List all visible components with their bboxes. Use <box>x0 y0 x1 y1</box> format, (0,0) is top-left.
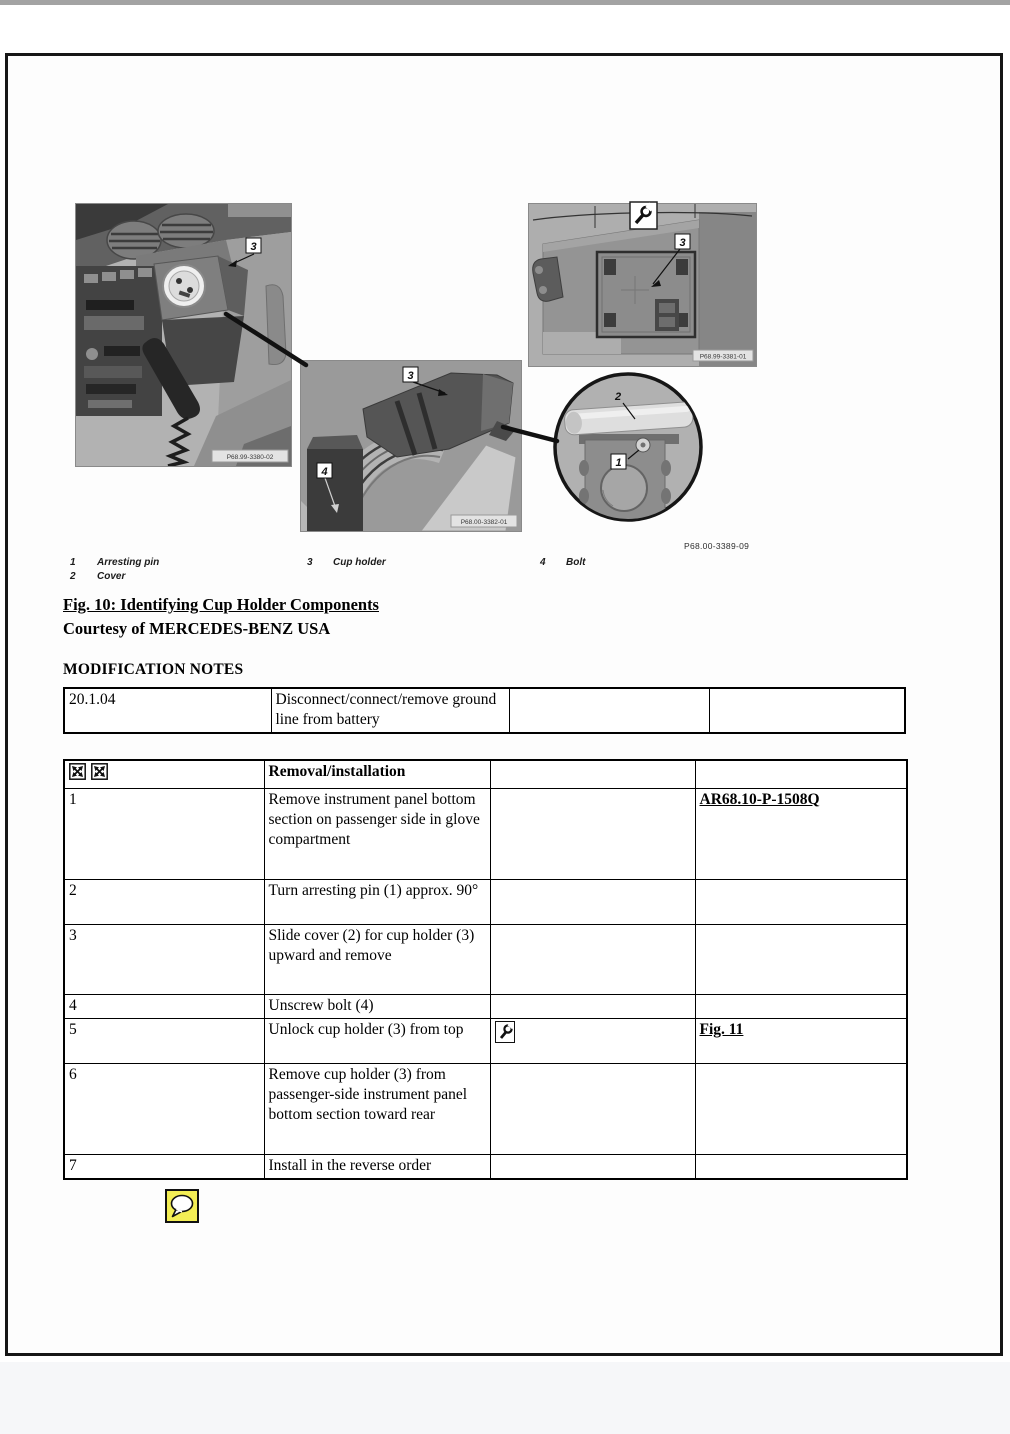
step-note-cell <box>490 1154 695 1179</box>
callout-4: 4 <box>321 466 328 478</box>
step-ref-cell <box>695 879 907 924</box>
photo-code: P68.00-3382-01 <box>460 519 508 526</box>
mod-empty-cell <box>709 688 905 733</box>
wrench-icon <box>495 1021 515 1043</box>
header-icons-cell <box>64 760 264 788</box>
legend-num-4: 4 <box>540 557 546 568</box>
step-text-cell: Slide cover (2) for cup holder (3) upward and remove <box>264 924 490 994</box>
legend-label-4: Bolt <box>566 557 586 568</box>
photo-code: P68.99-3380-02 <box>226 454 274 461</box>
step-note-cell <box>490 1063 695 1154</box>
modification-row <box>64 688 905 733</box>
figure-ref-link[interactable]: Fig. 11 <box>699 1020 744 1038</box>
step-ref-cell <box>695 994 907 1018</box>
step-note-cell <box>490 1018 695 1063</box>
collapse-arrows-icon <box>69 763 86 780</box>
procedure-table <box>63 759 908 1180</box>
callout-3: 3 <box>407 370 414 382</box>
wrench-icon <box>630 202 657 229</box>
step-note-cell <box>490 879 695 924</box>
procedure-row-4 <box>64 994 907 1018</box>
step-ref-cell <box>695 924 907 994</box>
procedure-header-label: Removal/installation <box>264 760 490 788</box>
photo-dashboard-art <box>76 204 291 466</box>
callout-3: 3 <box>250 241 257 253</box>
window-top-edge <box>0 0 1010 5</box>
step-text-cell: Unlock cup holder (3) from top <box>264 1018 490 1063</box>
procedure-row-1 <box>64 788 907 879</box>
step-number-cell: 1 <box>64 788 264 879</box>
callout-2: 2 <box>614 391 622 403</box>
photo-cupholder-art <box>301 361 521 531</box>
figure-courtesy: Courtesy of MERCEDES-BENZ USA <box>63 619 331 638</box>
photo-code: P68.99-3381-01 <box>699 353 747 361</box>
photo-dashboard-cupholder <box>75 203 292 467</box>
photo-panel-rear <box>528 203 757 367</box>
step-number-cell: 4 <box>64 994 264 1018</box>
step-number-cell: 5 <box>64 1018 264 1063</box>
procedure-row-3 <box>64 924 907 994</box>
mod-date-cell: 20.1.04 <box>64 688 271 733</box>
step-text-cell: Install in the reverse order <box>264 1154 490 1179</box>
step-note-cell <box>490 788 695 879</box>
legend-label-2: Cover <box>97 571 126 582</box>
procedure-header-row <box>64 760 907 788</box>
step-note-cell <box>490 924 695 994</box>
legend-num-1: 1 <box>70 557 76 568</box>
procedure-row-7 <box>64 1154 907 1179</box>
legend-label-3: Cup holder <box>333 557 386 568</box>
step-text-cell: Turn arresting pin (1) approx. 90° <box>264 879 490 924</box>
collapse-arrows-icon <box>91 763 108 780</box>
step-ref-cell <box>695 1154 907 1179</box>
step-ref-cell <box>695 1063 907 1154</box>
procedure-ref-link[interactable]: AR68.10-P-1508Q <box>699 790 820 808</box>
legend-num-3: 3 <box>307 557 313 568</box>
callout-3: 3 <box>679 237 686 249</box>
step-text-cell: Unscrew bolt (4) <box>264 994 490 1018</box>
callout-1: 1 <box>615 457 622 469</box>
procedure-row-5 <box>64 1018 907 1063</box>
procedure-row-6 <box>64 1063 907 1154</box>
step-number-cell: 6 <box>64 1063 264 1154</box>
page-background-below <box>0 1362 1010 1434</box>
procedure-row-2 <box>64 879 907 924</box>
speech-bubble-icon[interactable] <box>165 1189 199 1223</box>
legend-num-2: 2 <box>70 571 76 582</box>
empty-header-cell <box>695 760 907 788</box>
step-text-cell: Remove instrument panel bottom section on passenger side in glove compartment <box>264 788 490 879</box>
step-text-cell: Remove cup holder (3) from passenger-side instrument panel bottom section toward rear <box>264 1063 490 1154</box>
step-note-cell <box>490 994 695 1018</box>
step-number-cell: 3 <box>64 924 264 994</box>
photo-cupholder-rear <box>300 360 522 532</box>
legend-label-1: Arresting pin <box>97 557 160 568</box>
step-ref-cell <box>695 788 907 879</box>
mod-empty-cell <box>509 688 709 733</box>
step-number-cell: 7 <box>64 1154 264 1179</box>
figure-title: Fig. 10: Identifying Cup Holder Components <box>63 595 379 614</box>
photo-detail-circle <box>551 370 705 524</box>
figure-drawing-number: P68.00-3389-09 <box>684 541 750 551</box>
empty-header-cell <box>490 760 695 788</box>
photo-detail-art <box>551 370 705 524</box>
modification-notes-table <box>63 687 906 734</box>
modification-notes-heading: MODIFICATION NOTES <box>63 661 244 678</box>
step-number-cell: 2 <box>64 879 264 924</box>
step-ref-cell <box>695 1018 907 1063</box>
photo-panel-art <box>529 204 756 366</box>
mod-description-cell: Disconnect/connect/remove ground line from battery <box>271 688 509 733</box>
